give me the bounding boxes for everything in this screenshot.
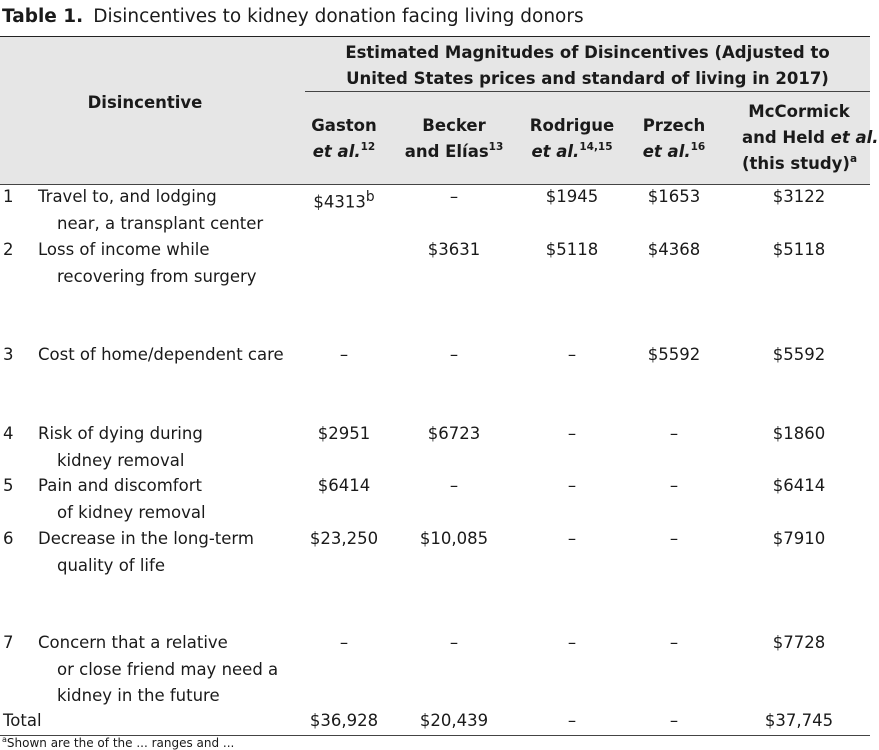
cell-value: $1653 [647, 187, 701, 206]
row-label: Loss of income while recovering from surgery [38, 240, 257, 286]
cell-value: $4368 [647, 240, 701, 259]
cell-value: – [669, 424, 679, 443]
cell-value: $1945 [545, 187, 599, 206]
cell-value: $5592 [772, 345, 826, 364]
cell-value: $5118 [772, 240, 826, 259]
cell-value: – [449, 476, 459, 495]
column-header-rodrigue: Rodrigue et al.$^{14,15}$ [529, 116, 615, 161]
cell-value: – [567, 633, 577, 652]
row-number: 2 [3, 240, 14, 259]
cell-value: – [567, 529, 577, 548]
cell-value: – [339, 633, 349, 652]
column-header-gaston: Gaston et al.$^{12}$ [311, 116, 377, 161]
cell-value: $1860 [772, 424, 826, 443]
column-header-becker: Becker and Elías$^{13}$ [404, 116, 504, 161]
footnote: $^a$Shown are the of the ... ranges and ... [2, 735, 235, 750]
cell-value: $6414 [317, 476, 371, 495]
cell-value: – [449, 345, 459, 364]
total-value: – [567, 711, 577, 730]
total-label: Total [3, 711, 42, 730]
cell-value: – [567, 424, 577, 443]
cell-value: – [449, 187, 459, 206]
cell-value: $5592 [647, 345, 701, 364]
cell-value: $6723 [427, 424, 481, 443]
column-header-przech: Przech et al.$^{16}$ [642, 116, 706, 161]
column-header-mccormick: McCormick and Held et al. (this study)$^a$ [742, 102, 879, 173]
row-label: Concern that a relative or close friend may need a kidney in the future [38, 633, 279, 705]
row-label: Risk of dying during kidney removal [38, 424, 203, 470]
row-label: Decrease in the long-term quality of life [38, 529, 254, 575]
cell-value: $3631 [427, 240, 481, 259]
group-rule [305, 91, 870, 92]
total-value: $20,439 [419, 711, 489, 730]
cell-value: – [567, 345, 577, 364]
group-header-line1: Estimated Magnitudes of Disincentives (Adjusted to [345, 43, 830, 62]
cell-value: $7728 [772, 633, 826, 652]
row-number: 5 [3, 476, 14, 495]
cell-value: $2951 [317, 424, 371, 443]
row-label: Travel to, and lodging near, a transplant center [38, 187, 264, 233]
row-number: 7 [3, 633, 14, 652]
cell-value: $10,085 [419, 529, 489, 548]
cell-value: $23,250 [309, 529, 379, 548]
cell-value: $4313$^b$ [313, 189, 375, 212]
row-number: 6 [3, 529, 14, 548]
cell-value: $3122 [772, 187, 826, 206]
cell-value: – [669, 633, 679, 652]
row-label: Pain and discomfort of kidney removal [38, 476, 206, 522]
total-value: $37,745 [764, 711, 834, 730]
cell-value: – [669, 529, 679, 548]
cell-value: $7910 [772, 529, 826, 548]
row-number: 1 [3, 187, 14, 206]
cell-value: – [567, 476, 577, 495]
total-value: – [669, 711, 679, 730]
cell-value: $5118 [545, 240, 599, 259]
table-number: Table 1. [2, 6, 84, 27]
cell-value: – [339, 345, 349, 364]
table-caption [2, 6, 584, 27]
group-header-line2: United States prices and standard of living in 2017) [346, 69, 829, 88]
row-number: 3 [3, 345, 14, 364]
row-label: Cost of home/dependent care [38, 345, 284, 364]
table-title: Disincentives to kidney donation facing living donors [93, 6, 584, 27]
group-header [305, 40, 870, 92]
row-header: Disincentive [87, 93, 203, 112]
cell-value: – [669, 476, 679, 495]
total-value: $36,928 [309, 711, 379, 730]
row-number: 4 [3, 424, 14, 443]
cell-value: – [449, 633, 459, 652]
cell-value: $6414 [772, 476, 826, 495]
